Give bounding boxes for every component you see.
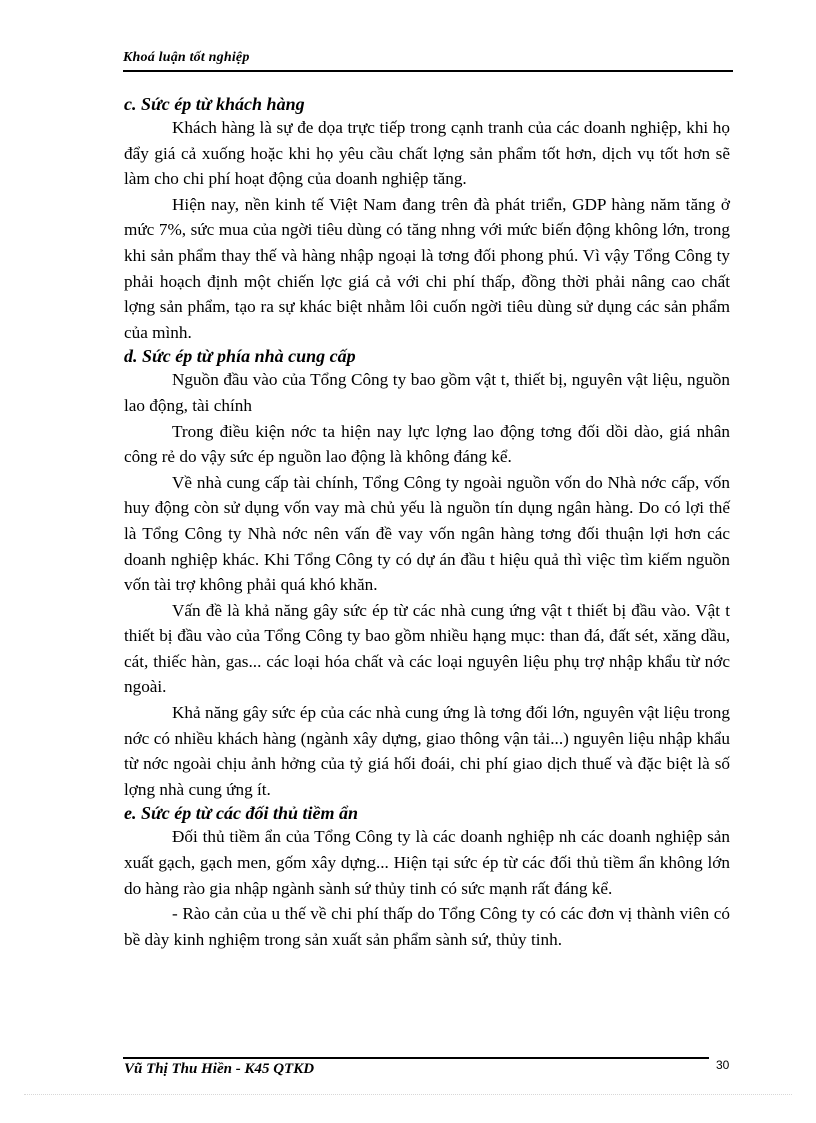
paragraph: Hiện nay, nền kinh tế Việt Nam đang trên đà phát triển, GDP hàng năm tăng ở mức 7%, sức mua của ngời tiêu dùng có tăng nhng với mức biến động không lớn, trong khi sản phẩm thay thế và hàng nhập ngoại là tơng đối phong phú. Vì vậy Tổng Công ty phải hoạch định một chiến lợc giá cả với chi phí thấp, đồng thời phải nâng cao chất lợng sản phẩm, tạo ra sự khác biệt nhằm lôi cuốn ngời tiêu dùng sử dụng các sản phẩm của mình.	[124, 194, 730, 342]
section-heading-e: e. Sức ép từ các đối thủ tiềm ẩn	[124, 803, 359, 824]
section-heading-c: c. Sức ép từ khách hàng	[124, 94, 305, 114]
footer-divider	[123, 1057, 709, 1059]
paragraph: Vấn đề là khả năng gây sức ép từ các nhà cung ứng vật t thiết bị đầu vào. Vật t thiết bị đầu vào của Tổng Công ty bao gồm nhiều hạng mục: than đá, đất sét, xăng dầu, cát, thiếc hàn, gas... các loại hóa chất và các loại nguyên liệu phụ trợ nhập khẩu từ nớc ngoài.	[124, 600, 730, 697]
footer-author: Vũ Thị Thu Hiền - K45 QTKD	[124, 1061, 315, 1077]
paragraph: Đối thủ tiềm ẩn của Tổng Công ty là các doanh nghiệp nh các doanh nghiệp sản xuất gạch, gạch men, gốm xây dựng... Hiện tại sức ép từ các đối thủ tiềm ẩn không lớn do hàng rào gia nhập ngành sành sứ thủy tinh có sức mạnh rất đáng kể.	[124, 827, 730, 898]
page-body	[124, 93, 730, 952]
section-heading-d: d. Sức ép từ phía nhà cung cấp	[124, 346, 356, 367]
header-title: Khoá luận tốt nghiệp	[123, 50, 250, 65]
paragraph: - Rào cản của u thế về chi phí thấp do Tổng Công ty có các đơn vị thành viên có bề dày kinh nghiệm trong sản xuất sản phẩm sành sứ, thủy tinh.	[124, 904, 730, 949]
page-header	[123, 48, 733, 72]
paragraph: Trong điều kiện nớc ta hiện nay lực lợng lao động tơng đối dồi dào, giá nhân công rẻ do vậy sức ép nguồn lao động là không đáng kể.	[124, 421, 730, 467]
paragraph: Nguồn đầu vào của Tổng Công ty bao gồm vật t, thiết bị, nguyên vật liệu, nguồn lao động, tài chính	[124, 370, 730, 415]
paragraph: Khách hàng là sự đe dọa trực tiếp trong cạnh tranh của các doanh nghiệp, khi họ đẩy giá cả xuống hoặc khi họ yêu cầu chất lợng sản phẩm tốt hơn, dịch vụ tốt hơn sẽ làm cho chi phí hoạt động của doanh nghiệp tăng.	[124, 118, 730, 189]
page-number: 30	[716, 1058, 730, 1072]
paragraph: Về nhà cung cấp tài chính, Tổng Công ty ngoài nguồn vốn do Nhà nớc cấp, vốn huy động còn sử dụng vốn vay mà chủ yếu là nguồn tín dụng ngân hàng. Do có lợi thế là Tổng Công ty Nhà nớc nên vấn đề vay vốn ngân hàng tơng đối thuận lợi hơn các doanh nghiệp khác. Khi Tổng Công ty có dự án đầu t hiệu quả thì việc tìm kiếm nguồn vốn tài trợ không phải quá khó khăn.	[124, 472, 730, 595]
page-bottom-border	[24, 1094, 792, 1095]
paragraph: Khả năng gây sức ép của các nhà cung ứng là tơng đối lớn, nguyên vật liệu trong nớc có nhiều khách hàng (ngành xây dựng, giao thông vận tải...) nguyên liệu nhập khẩu từ nớc ngoài chịu ảnh hởng của tỷ giá hối đoái, chi phí giao dịch thuế và đặc biệt là số lợng nhà cung ứng ít.	[124, 703, 730, 799]
